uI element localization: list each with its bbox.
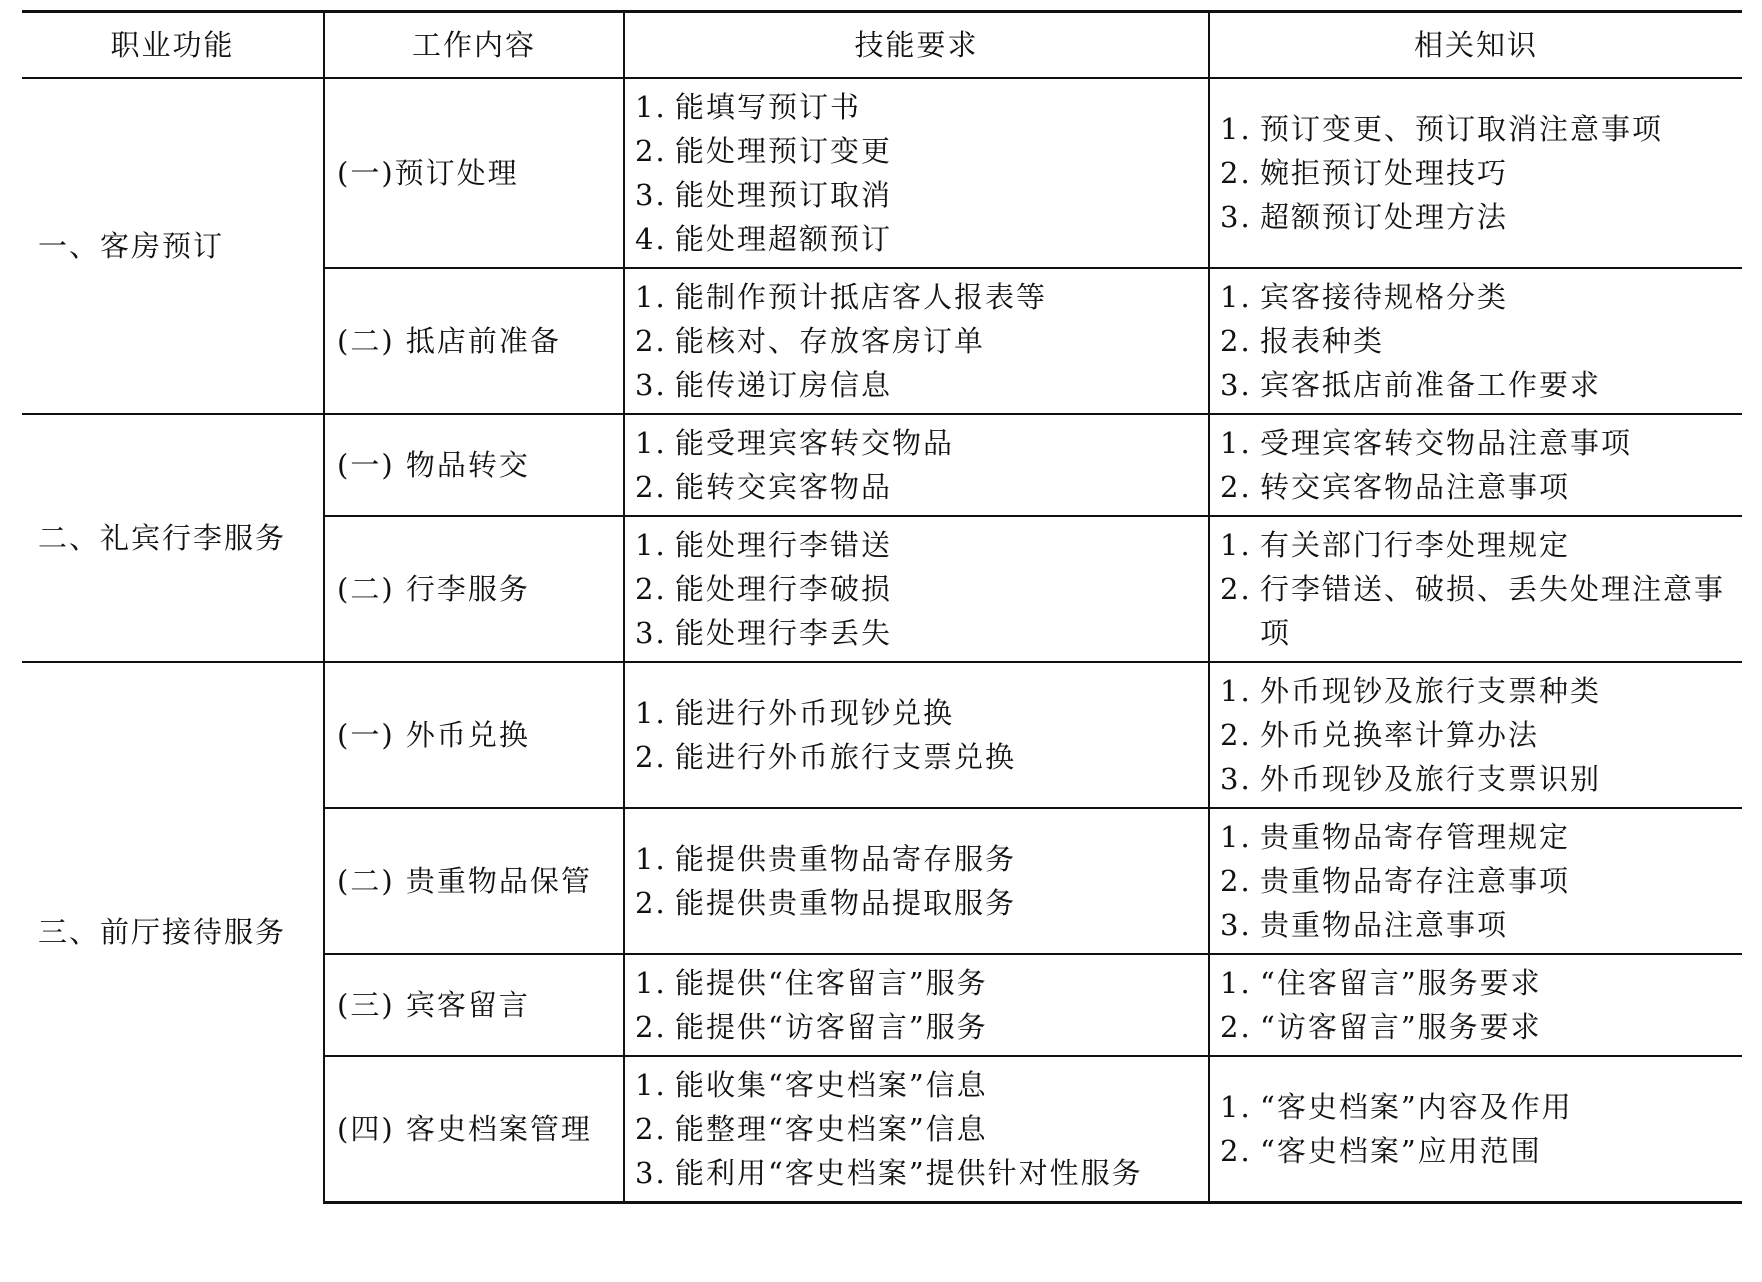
list-item [635,523,1198,567]
item-number: 1. [1220,673,1252,708]
item-text: “访客留言”服务要求 [1260,1009,1542,1044]
knowledge-cell [1209,268,1742,414]
work-content-cell: (四) 客史档案管理 [324,1056,624,1203]
list-item [635,217,1198,261]
list-item [635,1151,1198,1195]
item-text: 能进行外币旅行支票兑换 [675,739,1017,774]
item-text: 能利用“客史档案”提供针对性服务 [675,1155,1143,1190]
skills-cell [624,808,1209,954]
item-number: 1. [1220,279,1252,314]
list-item [1220,757,1732,801]
header-skills: 技能要求 [624,12,1209,78]
item-text: 能制作预计抵店客人报表等 [675,279,1048,314]
item-number: 2. [1220,717,1252,752]
list-item [1220,465,1732,509]
item-number: 1. [635,1067,667,1102]
item-number: 3. [635,615,667,650]
item-text: 能处理行李破损 [675,571,893,606]
item-text: 转交宾客物品注意事项 [1260,469,1571,504]
item-number: 1. [1220,111,1252,146]
item-text: 能受理宾客转交物品 [675,425,955,460]
knowledge-cell [1209,1056,1742,1203]
list-item [635,85,1198,129]
item-text: 能提供“访客留言”服务 [675,1009,988,1044]
item-text: 有关部门行李处理规定 [1260,527,1571,562]
list-item [635,129,1198,173]
item-number: 1. [635,527,667,562]
item-number: 2. [635,571,667,606]
list-item [1220,961,1732,1005]
list-item [1220,523,1732,567]
occupational-standard-table [22,10,1742,1204]
knowledge-cell [1209,78,1742,268]
item-text: 能整理“客史档案”信息 [675,1111,988,1146]
list-item [635,363,1198,407]
list-item [1220,1129,1732,1173]
item-number: 2. [635,1009,667,1044]
item-text: 能核对、存放客房订单 [675,323,986,358]
list-item [1220,1085,1732,1129]
header-row [22,12,1742,78]
list-item [1220,859,1732,903]
knowledge-list [1220,1085,1732,1173]
item-number: 3. [1220,199,1252,234]
item-text: 外币现钞及旅行支票识别 [1260,761,1602,796]
list-item [635,173,1198,217]
skills-cell [624,268,1209,414]
list-item [635,567,1198,611]
item-number: 2. [635,1111,667,1146]
item-number: 2. [1220,571,1252,606]
skills-list [635,523,1198,655]
skills-list [635,421,1198,509]
item-number: 4. [635,221,667,256]
knowledge-list [1220,669,1732,801]
list-item [635,735,1198,779]
item-text: 预订变更、预订取消注意事项 [1260,111,1664,146]
list-item [635,881,1198,925]
item-number: 2. [1220,863,1252,898]
item-number: 2. [635,885,667,920]
item-text: 受理宾客转交物品注意事项 [1260,425,1633,460]
work-content-cell: (一) 物品转交 [324,414,624,516]
item-text: 能处理预订取消 [675,177,893,212]
item-text: 宾客接待规格分类 [1260,279,1509,314]
item-number: 1. [635,89,667,124]
item-text: 能收集“客史档案”信息 [675,1067,988,1102]
item-text: 宾客抵店前准备工作要求 [1260,367,1602,402]
item-text: 报表种类 [1260,323,1385,358]
knowledge-cell [1209,516,1742,662]
item-text: 能提供贵重物品提取服务 [675,885,1017,920]
item-number: 1. [635,841,667,876]
list-item [1220,713,1732,757]
list-item [635,319,1198,363]
item-number: 1. [635,279,667,314]
item-text: 能填写预订书 [675,89,862,124]
table-body [22,78,1742,1203]
skills-cell [624,78,1209,268]
work-content-cell: (二) 行李服务 [324,516,624,662]
item-number: 3. [1220,367,1252,402]
skills-list [635,275,1198,407]
list-item [1220,1005,1732,1049]
item-number: 2. [635,133,667,168]
item-text: 能处理行李错送 [675,527,893,562]
knowledge-cell [1209,662,1742,808]
item-text: “住客留言”服务要求 [1260,965,1542,1000]
header-function: 职业功能 [22,12,324,78]
item-text: 外币兑换率计算办法 [1260,717,1540,752]
list-item [635,1005,1198,1049]
item-number: 3. [635,177,667,212]
skills-list [635,837,1198,925]
item-number: 1. [1220,425,1252,460]
skills-list [635,1063,1198,1195]
item-text: “客史档案”应用范围 [1260,1133,1542,1168]
list-item [635,961,1198,1005]
skills-cell [624,954,1209,1056]
skills-list [635,691,1198,779]
list-item [1220,815,1732,859]
list-item [1220,669,1732,713]
knowledge-cell [1209,414,1742,516]
item-text: 能处理行李丢失 [675,615,893,650]
list-item [635,1107,1198,1151]
item-number: 1. [635,965,667,1000]
table-row [22,662,1742,808]
function-cell: 二、礼宾行李服务 [22,414,324,662]
list-item [635,465,1198,509]
list-item [635,1063,1198,1107]
function-cell: 三、前厅接待服务 [22,662,324,1203]
table-row [22,78,1742,268]
table-row [22,414,1742,516]
skills-cell [624,414,1209,516]
item-number: 2. [635,469,667,504]
header-content: 工作内容 [324,12,624,78]
item-text: 能提供贵重物品寄存服务 [675,841,1017,876]
list-item [1220,195,1732,239]
item-text: 能处理超额预订 [675,221,893,256]
list-item [635,275,1198,319]
list-item [1220,319,1732,363]
header-knowledge: 相关知识 [1209,12,1742,78]
skills-cell [624,1056,1209,1203]
item-number: 1. [635,425,667,460]
knowledge-list [1220,815,1732,947]
list-item [1220,363,1732,407]
work-content-cell: (一) 外币兑换 [324,662,624,808]
skills-cell [624,662,1209,808]
knowledge-list [1220,961,1732,1049]
work-content-cell: (三) 宾客留言 [324,954,624,1056]
knowledge-list [1220,421,1732,509]
list-item [1220,903,1732,947]
item-text: 能处理预订变更 [675,133,893,168]
item-number: 3. [1220,907,1252,942]
item-text: 能传递订房信息 [675,367,893,402]
item-number: 2. [1220,323,1252,358]
list-item [1220,567,1732,655]
item-text: 能进行外币现钞兑换 [675,695,955,730]
item-number: 2. [1220,469,1252,504]
knowledge-cell [1209,808,1742,954]
item-text: 外币现钞及旅行支票种类 [1260,673,1602,708]
item-text: 行李错送、破损、丢失处理注意事项 [1260,571,1726,650]
item-text: 贵重物品寄存管理规定 [1260,819,1571,854]
item-text: 婉拒预订处理技巧 [1260,155,1509,190]
item-number: 3. [1220,761,1252,796]
item-number: 1. [1220,1089,1252,1124]
list-item [635,837,1198,881]
skills-list [635,85,1198,261]
item-number: 2. [635,323,667,358]
item-number: 2. [635,739,667,774]
skills-list [635,961,1198,1049]
list-item [635,421,1198,465]
list-item [1220,107,1732,151]
item-number: 1. [635,695,667,730]
item-number: 1. [1220,965,1252,1000]
knowledge-list [1220,275,1732,407]
item-text: “客史档案”内容及作用 [1260,1089,1573,1124]
item-text: 超额预订处理方法 [1260,199,1509,234]
function-cell: 一、客房预订 [22,78,324,414]
list-item [1220,421,1732,465]
list-item [1220,275,1732,319]
item-number: 2. [1220,1009,1252,1044]
work-content-cell: (二) 贵重物品保管 [324,808,624,954]
item-text: 贵重物品注意事项 [1260,907,1509,942]
knowledge-cell [1209,954,1742,1056]
work-content-cell: (二) 抵店前准备 [324,268,624,414]
item-number: 2. [1220,1133,1252,1168]
list-item [635,691,1198,735]
list-item [1220,151,1732,195]
item-number: 1. [1220,819,1252,854]
item-text: 能转交宾客物品 [675,469,893,504]
item-number: 1. [1220,527,1252,562]
knowledge-list [1220,523,1732,655]
item-number: 3. [635,1155,667,1190]
item-number: 2. [1220,155,1252,190]
item-text: 能提供“住客留言”服务 [675,965,988,1000]
knowledge-list [1220,107,1732,239]
item-text: 贵重物品寄存注意事项 [1260,863,1571,898]
list-item [635,611,1198,655]
work-content-cell: (一)预订处理 [324,78,624,268]
item-number: 3. [635,367,667,402]
skills-cell [624,516,1209,662]
